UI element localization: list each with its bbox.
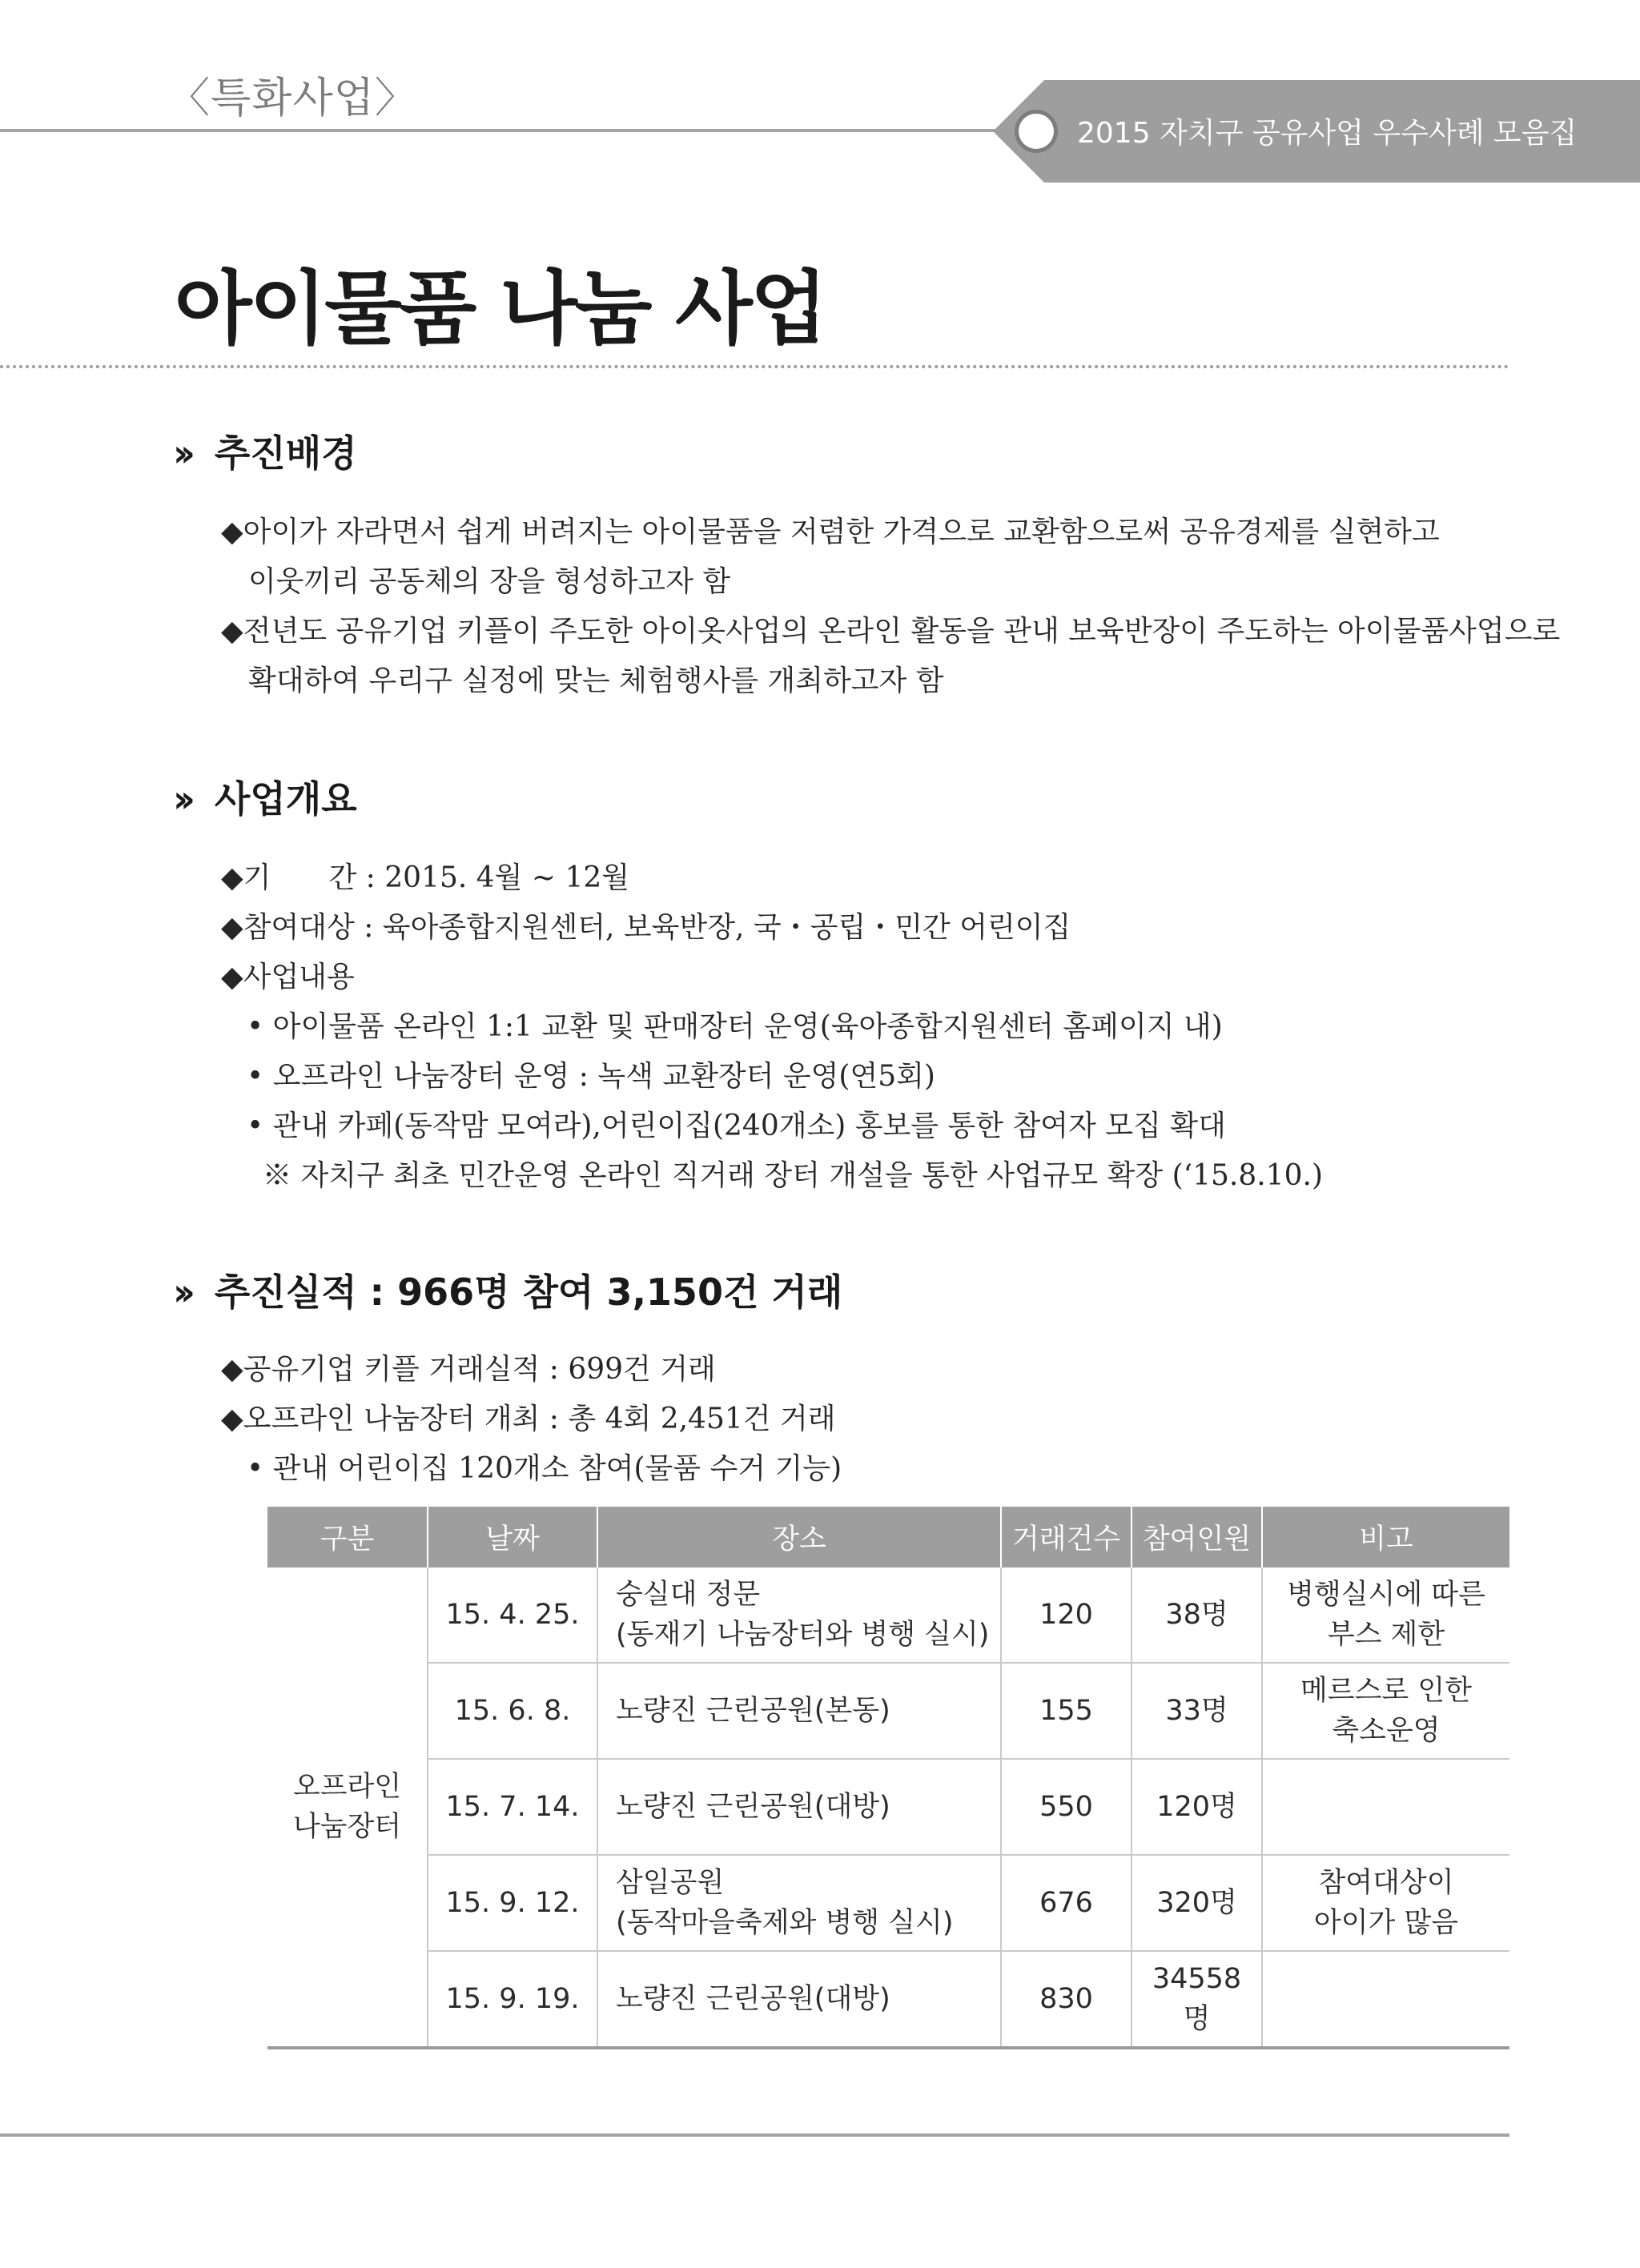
- date-cell: 15. 9. 12.: [428, 1855, 597, 1951]
- column-header: 날짜: [428, 1507, 597, 1568]
- section-heading-background: [173, 424, 357, 477]
- place-line: 노량진 근린공원(본동): [616, 1695, 890, 1727]
- results-line-1: ◆공유기업 키플 거래실적 : 699건 거래: [221, 1353, 716, 1386]
- note-line: 병행실시에 따른: [1287, 1579, 1485, 1611]
- overview-content-label: ◆사업내용: [221, 961, 355, 994]
- heading-text: 추진배경: [214, 432, 357, 475]
- note-line: 축소운영: [1332, 1715, 1441, 1747]
- column-header: 장소: [597, 1507, 1001, 1568]
- place-line: (동재기 나눔장터와 병행 실시): [616, 1619, 990, 1651]
- place-cell: [597, 1663, 1001, 1759]
- results-line-3: • 관내 어린이집 120개소 참여(물품 수거 기능): [247, 1452, 842, 1485]
- note-cell: [1262, 1759, 1509, 1855]
- place-cell: [597, 1855, 1001, 1951]
- people-cell: 34558명: [1132, 1951, 1262, 2048]
- background-line-4: 확대하여 우리구 실정에 맞는 체험행사를 개최하고자 함: [248, 664, 944, 697]
- column-header: 참여인원: [1132, 1507, 1262, 1568]
- people-cell: 38명: [1132, 1568, 1262, 1663]
- date-cell: 15. 6. 8.: [428, 1663, 597, 1759]
- banner-text: 2015 자치구 공유사업 우수사례 모음집: [1077, 117, 1578, 150]
- place-line: 삼일공원: [616, 1867, 725, 1899]
- count-cell: 676: [1001, 1855, 1132, 1951]
- place-line: (동작마을축제와 병행 실시): [616, 1907, 954, 1939]
- overview-period: ◆기 간 : 2015. 4월 ~ 12월: [221, 861, 630, 894]
- note-line: 아이가 많음: [1313, 1907, 1459, 1939]
- place-line: 숭실대 정문: [616, 1579, 761, 1611]
- table-header-row: [267, 1507, 1509, 1568]
- note-line: 메르스로 인한: [1300, 1675, 1472, 1707]
- place-line: 노량진 근린공원(대방): [616, 1791, 890, 1823]
- count-cell: 830: [1001, 1951, 1132, 2048]
- table-row: [267, 1855, 1509, 1951]
- note-line: 부스 제한: [1327, 1619, 1445, 1651]
- count-cell: 120: [1001, 1568, 1132, 1663]
- count-cell: 155: [1001, 1663, 1132, 1759]
- date-cell: 15. 9. 19.: [445, 1983, 580, 2015]
- header-rule: [0, 129, 1001, 132]
- section-tag: 〈특화사업〉: [168, 74, 417, 122]
- background-line-3: ◆전년도 공유기업 키플이 주도한 아이옷사업의 온라인 활동을 관내 보육반장이 주도하는 아이물품사업으로: [221, 615, 1561, 648]
- heading-text: 사업개요: [214, 777, 357, 821]
- group-label-line: 나눔장터: [292, 1811, 402, 1843]
- results-line-2: ◆오프라인 나눔장터 개최 : 총 4회 2,451건 거래: [221, 1403, 836, 1435]
- column-header: 거래건수: [1001, 1507, 1132, 1568]
- note-cell: [1262, 1663, 1509, 1759]
- place-cell: [597, 1759, 1001, 1855]
- note-cell: [1262, 1568, 1509, 1663]
- note-line: 참여대상이: [1318, 1867, 1454, 1899]
- table-row: [267, 1759, 1509, 1855]
- footer-rule: [0, 2134, 1509, 2137]
- date-cell: 15. 7. 14.: [428, 1759, 597, 1855]
- column-header: 비고: [1262, 1507, 1509, 1568]
- place-cell: [597, 1568, 1001, 1663]
- people-cell: 320명: [1132, 1855, 1262, 1951]
- section-heading-results: [173, 1263, 842, 1316]
- place-line: 노량진 근린공원(대방): [616, 1983, 890, 2015]
- date-cell: 15. 4. 25.: [428, 1568, 597, 1663]
- double-chevron-icon: ››: [173, 1270, 187, 1314]
- place-cell: [597, 1951, 1001, 2048]
- results-table: [267, 1507, 1509, 2049]
- table-row: [267, 1951, 1509, 2048]
- column-header: 구분: [267, 1507, 428, 1568]
- background-line-2: 이웃끼리 공동체의 장을 형성하고자 함: [248, 565, 731, 598]
- overview-item-1: • 아이물품 온라인 1:1 교환 및 판매장터 운영(육아종합지원센터 홈페이지 내): [247, 1010, 1223, 1043]
- title-divider: [0, 365, 1509, 368]
- people-cell: 33명: [1132, 1663, 1262, 1759]
- double-chevron-icon: ››: [173, 777, 187, 821]
- overview-target: ◆참여대상 : 육아종합지원센터, 보육반장, 국・공립・민간 어린이집: [221, 911, 1071, 944]
- banner-bullet-icon: [1019, 114, 1054, 149]
- section-heading-overview: [173, 770, 357, 823]
- overview-item-3: • 관내 카페(동작맘 모여라),어린이집(240개소) 홍보를 통한 참여자 모집 확대: [247, 1110, 1226, 1142]
- table-row: [267, 1663, 1509, 1759]
- overview-item-2: • 오프라인 나눔장터 운영 : 녹색 교환장터 운영(연5회): [247, 1060, 935, 1093]
- note-cell: [1262, 1855, 1509, 1951]
- people-cell: 120명: [1132, 1759, 1262, 1855]
- note-cell: [1262, 1951, 1509, 2048]
- background-line-1: ◆아이가 자라면서 쉽게 버려지는 아이물품을 저렴한 가격으로 교환함으로써 공유경제를 실현하고: [221, 516, 1440, 548]
- heading-text: 추진실적 : 966명 참여 3,150건 거래: [214, 1270, 843, 1314]
- count-cell: 550: [1001, 1759, 1132, 1855]
- group-cell: [267, 1568, 428, 2048]
- page-title: 아이물품 나눔 사업: [175, 262, 826, 355]
- group-label-line: 오프라인: [292, 1771, 402, 1803]
- double-chevron-icon: ››: [173, 432, 187, 475]
- overview-note: ※ 자치구 최초 민간운영 온라인 직거래 장터 개설을 통한 사업규모 확장 (‘15.8.10.): [263, 1159, 1323, 1192]
- table-row: [267, 1568, 1509, 1663]
